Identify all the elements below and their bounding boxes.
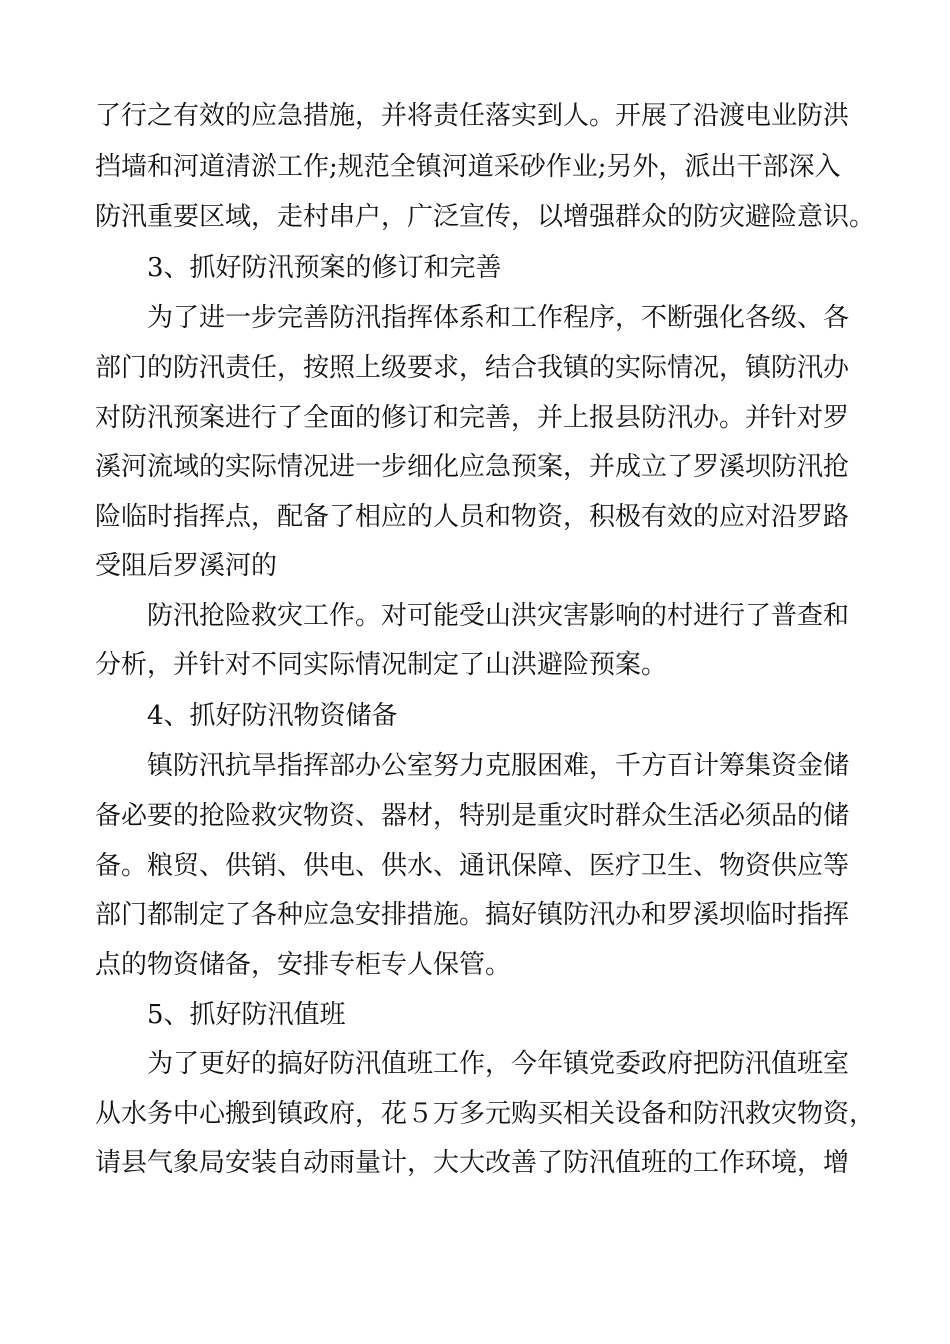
paragraph-line: 受阻后罗溪河的 — [95, 551, 278, 581]
paragraph-line: 从水务中心搬到镇政府，花５万多元购买相关设备和防汛救灾物资， — [95, 1099, 876, 1129]
paragraph-line: 为了更好的搞好防汛值班工作，今年镇党委政府把防汛值班室 — [147, 1049, 850, 1079]
paragraph-line: 镇防汛抗旱指挥部办公室努力克服困难，千方百计筹集资金储 — [147, 751, 850, 781]
paragraph-line: 分析，并针对不同实际情况制定了山洪避险预案。 — [95, 650, 668, 680]
paragraph-line: 点的物资储备，安排专柜专人保管。 — [95, 950, 512, 980]
section-heading: 4、抓好防汛物资储备 — [147, 701, 398, 731]
paragraph-line: 了行之有效的应急措施，并将责任落实到人。开展了沿渡电业防洪 — [95, 101, 850, 131]
paragraph-line: 部门都制定了各种应急安排措施。搞好镇防汛办和罗溪坝临时指挥 — [95, 900, 850, 930]
paragraph-line: 防汛重要区域，走村串户，广泛宣传，以增强群众的防灾避险意识。 — [95, 202, 876, 232]
paragraph-line: 险临时指挥点，配备了相应的人员和物资，积极有效的应对沿罗路 — [95, 502, 850, 532]
paragraph-line: 溪河流域的实际情况进一步细化应急预案，并成立了罗溪坝防汛抢 — [95, 452, 850, 482]
paragraph-line: 请县气象局安装自动雨量计，大大改善了防汛值班的工作环境，增 — [95, 1148, 850, 1178]
paragraph-line: 对防汛预案进行了全面的修订和完善，并上报县防汛办。并针对罗 — [95, 403, 850, 433]
paragraph-line: 备。粮贸、供销、供电、供水、通讯保障、医疗卫生、物资供应等 — [95, 851, 850, 881]
paragraph-line: 为了进一步完善防汛指挥体系和工作程序，不断强化各级、各 — [147, 303, 850, 333]
paragraph-line: 防汛抢险救灾工作。对可能受山洪灾害影响的村进行了普查和 — [147, 601, 850, 631]
paragraph-line: 部门的防汛责任，按照上级要求，结合我镇的实际情况，镇防汛办 — [95, 353, 850, 383]
paragraph-line: 备必要的抢险救灾物资、器材，特别是重灾时群众生活必须品的储 — [95, 801, 850, 831]
section-heading: 3、抓好防汛预案的修订和完善 — [147, 253, 502, 283]
section-heading: 5、抓好防汛值班 — [147, 1000, 346, 1030]
paragraph-line: 挡墙和河道清淤工作;规范全镇河道采砂作业;另外，派出干部深入 — [95, 152, 841, 182]
